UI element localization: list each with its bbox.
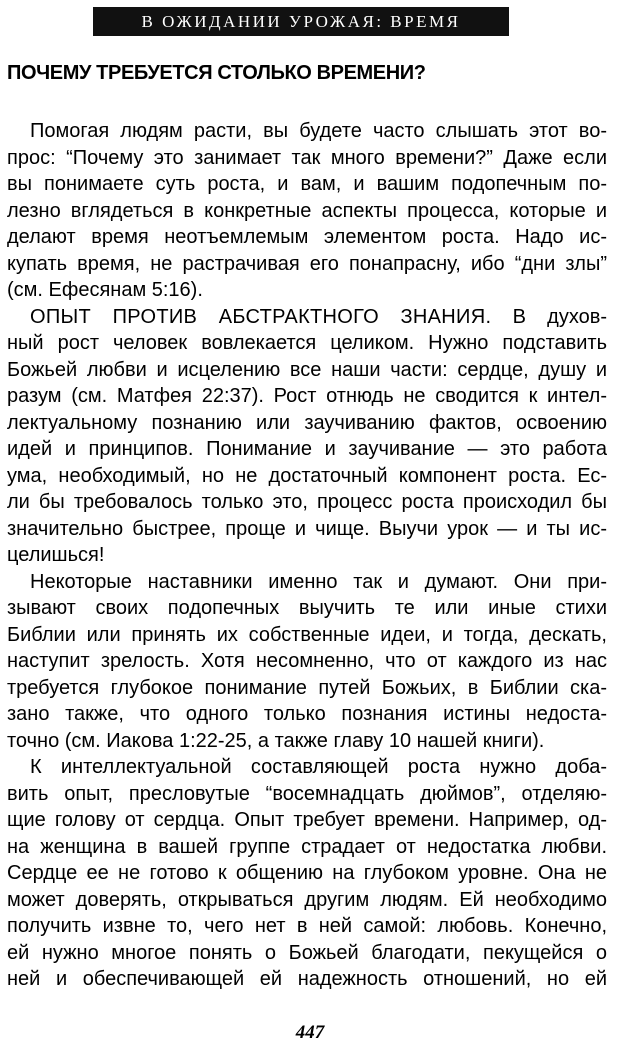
text-line: лектуальному познанию или заучиванию фактов, освоению [7,411,607,434]
text-line: (см. Ефесянам 5:16). [7,279,203,301]
text-line: делают время неотъемлемым элементом роста. Надо ис- [7,226,607,248]
text-line: разум (см. Матфея 22:37). Рост отнюдь не сводится к интел- [7,385,607,407]
text-line: получить извне то, чего нет в ней самой: любовь. Конечно, [7,915,607,937]
section-heading: ПОЧЕМУ ТРЕБУЕТСЯ СТОЛЬКО ВРЕМЕНИ? [7,62,426,84]
text-line: требуется глубокое понимание путей Божьих, в Библии ска- [7,676,607,699]
text-line: лезно вглядеться в конкретные аспекты процесса, которые и [7,199,607,222]
text-line: зано также, что одного только познания истины недоста- [7,703,607,725]
page-number: 447 [295,1022,325,1043]
text-line: ли бы требовалось только это, процесс роста происходил бы [7,491,607,513]
text-line: на женщина в вашей группе страдает от недостатка любви. [7,835,607,858]
text-line: ей нужно многое понять о Божьей благодати, пекущейся о [7,941,607,964]
running-title: В ОЖИДАНИИ УРОЖАЯ: ВРЕМЯ [141,11,461,31]
text-line: Помогая людям расти, вы будете часто слышать этот во- [30,120,607,142]
text-line: ный рост человек вовлекается целиком. Нужно подставить [7,332,607,354]
running-header [93,7,509,36]
text-line: щие голову от сердца. Опыт требует времени. Например, од- [7,809,607,831]
body-text [7,118,607,993]
text-line: может доверять, открываться другим людям. Ей необходимо [7,888,607,911]
text-line: вы понимаете суть роста, и вам, и вашим подопечным по- [7,173,607,195]
text-line: значительно быстрее, проще и чище. Выучи урок — и ты ис- [7,517,607,540]
text-line: Некоторые наставники именно так и думают. Они при- [30,570,607,593]
text-line: купать время, не растрачивая его понапрасну, ибо “дни злы” [7,252,607,275]
text-line: ней и обеспечивающей ей надежность отношений, но ей [7,968,607,990]
text-line: идей и принципов. Понимание и заучивание — это работа [7,438,607,460]
text-line: вить опыт, пресловутые “восемнадцать дюймов”, отделяю- [7,782,607,805]
text-line: Сердце ее не готово к общению на глубоком уровне. Она не [7,862,607,884]
text-line: целишься! [7,544,105,566]
run-in-heading: ОПЫТ ПРОТИВ АБСТРАКТНОГО ЗНАНИЯ. [30,305,492,328]
text-line [7,304,607,331]
text-line: наступит зрелость. Хотя несомненно, что от каждого из нас [7,650,607,672]
text-line: К интеллектуальной составляющей роста нужно доба- [30,756,607,778]
text-line: ума, необходимый, но не достаточный компонент роста. Ес- [7,464,607,487]
text-line: прос: “Почему это занимает так много времени?” Даже если [7,146,607,169]
text-line: точно (см. Иакова 1:22-25, а также главу 10 нашей книги). [7,729,545,752]
text-line: Божьей любви и исцелению все наши части: сердце, душу и [7,358,607,381]
text-line: зывают своих подопечных выучить те или иные стихи [7,597,607,619]
text-fragment: В духов- [491,305,607,328]
text-line: Библии или принять их собственные идеи, и тогда, дескать, [7,623,607,646]
